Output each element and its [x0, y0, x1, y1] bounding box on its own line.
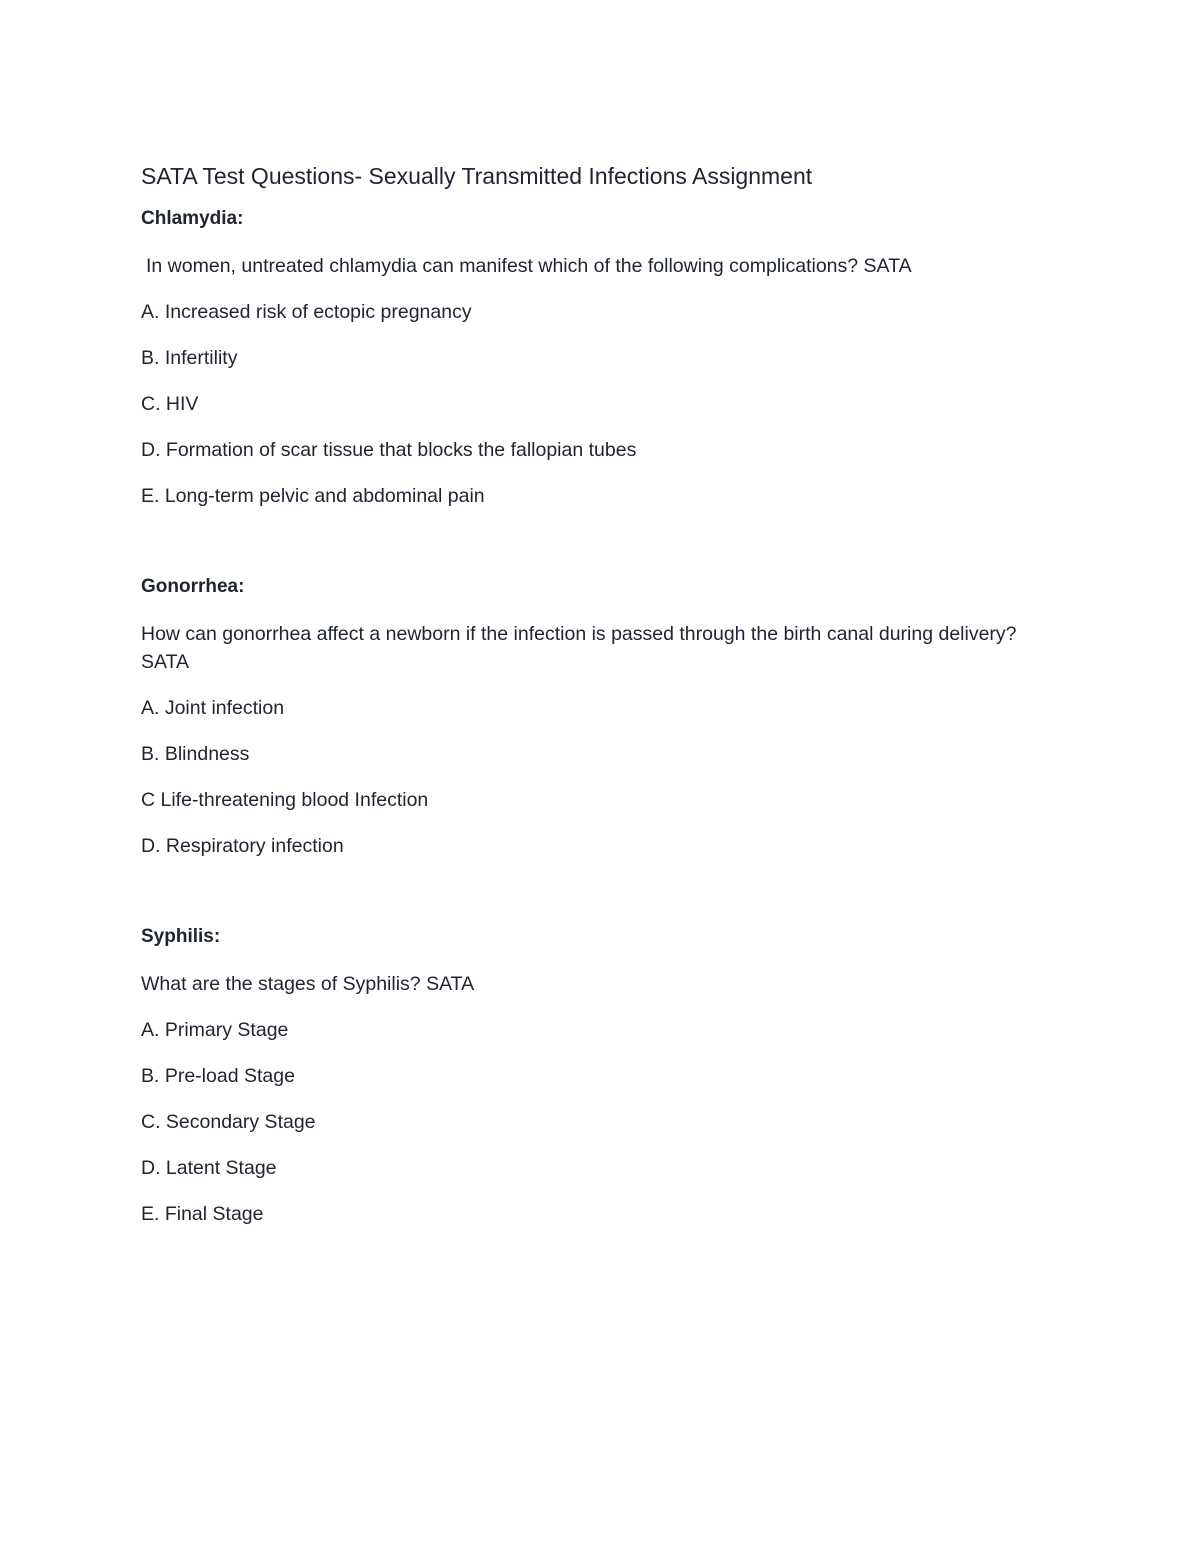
option-syphilis-a: A. Primary Stage — [141, 1019, 289, 1041]
section-heading-chlamydia: Chlamydia: — [141, 208, 244, 229]
section-gonorrhea — [141, 574, 1041, 860]
section-chlamydia — [141, 206, 1041, 510]
question-gonorrhea: How can gonorrhea affect a newborn if the infection is passed through the birth canal during delivery? SATA — [141, 623, 1017, 673]
document-content — [141, 160, 1041, 1246]
option-gonorrhea-b: B. Blindness — [141, 743, 250, 765]
option-syphilis-e: E. Final Stage — [141, 1203, 264, 1225]
section-spacer — [141, 878, 1041, 924]
option-gonorrhea-d: D. Respiratory infection — [141, 835, 344, 857]
option-chlamydia-d: D. Formation of scar tissue that blocks the fallopian tubes — [141, 439, 637, 461]
option-gonorrhea-c: C Life-threatening blood Infection — [141, 789, 429, 811]
document-title: SATA Test Questions- Sexually Transmitted Infections Assignment — [141, 163, 813, 189]
section-heading-syphilis: Syphilis: — [141, 926, 221, 947]
section-heading-gonorrhea: Gonorrhea: — [141, 576, 245, 597]
option-chlamydia-b: B. Infertility — [141, 347, 238, 369]
section-syphilis — [141, 924, 1041, 1228]
option-syphilis-b: B. Pre-load Stage — [141, 1065, 295, 1087]
option-chlamydia-a: A. Increased risk of ectopic pregnancy — [141, 301, 472, 323]
option-syphilis-c: C. Secondary Stage — [141, 1111, 316, 1133]
option-chlamydia-e: E. Long-term pelvic and abdominal pain — [141, 485, 485, 507]
option-gonorrhea-a: A. Joint infection — [141, 697, 285, 719]
section-spacer — [141, 528, 1041, 574]
question-syphilis: What are the stages of Syphilis? SATA — [141, 973, 475, 995]
option-chlamydia-c: C. HIV — [141, 393, 199, 415]
option-syphilis-d: D. Latent Stage — [141, 1157, 277, 1179]
question-chlamydia: In women, untreated chlamydia can manifest which of the following complications? SATA — [146, 255, 912, 277]
